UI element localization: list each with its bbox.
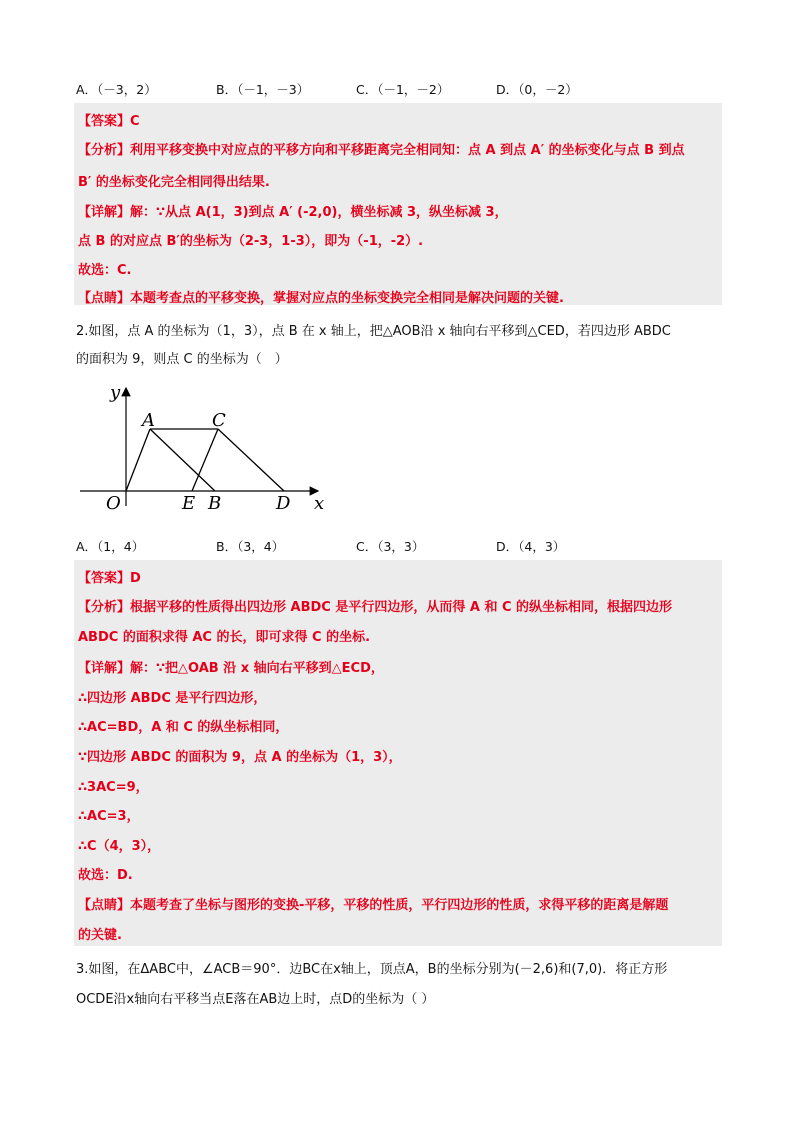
sol2-answer: 【答案】D bbox=[78, 571, 141, 586]
q2-option-d[interactable]: D．（4，3） bbox=[496, 539, 566, 554]
sol1-analysis-line-2: B′ 的坐标变化完全相同得出结果. bbox=[78, 175, 270, 190]
solution-2-box bbox=[74, 560, 722, 946]
sol2-detail-line-2: ∴四边形 ABDC 是平行四边形， bbox=[78, 691, 267, 706]
solution-1-box bbox=[74, 103, 722, 305]
sol2-conclusion: 故选：D. bbox=[78, 868, 133, 883]
sol2-comment-line-2: 的关键. bbox=[78, 928, 122, 943]
q1-option-a[interactable]: A．（－3，2） bbox=[76, 82, 157, 97]
sol1-answer: 【答案】C bbox=[78, 114, 140, 129]
q3-stem-line-2: OCDE沿x轴向右平移当点E落在AB边上时，点D的坐标为（ ） bbox=[76, 992, 435, 1007]
q1-option-d[interactable]: D．（0，－2） bbox=[496, 82, 578, 97]
label-C: C bbox=[212, 410, 226, 431]
label-y: y bbox=[110, 382, 121, 403]
sol2-detail-line-3: ∴AC=BD，A 和 C 的纵坐标相同， bbox=[78, 720, 289, 735]
q2-option-c[interactable]: C．（3，3） bbox=[356, 539, 425, 554]
q2-stem-line-1: 2.如图，点 A 的坐标为（1，3），点 B 在 x 轴上，把△AOB沿 x 轴向右平移到△CED，若四边形 ABDC bbox=[76, 324, 671, 339]
sol2-detail-line-7: ∴C（4，3）， bbox=[78, 839, 161, 854]
label-D: D bbox=[276, 493, 291, 514]
label-O: O bbox=[106, 493, 121, 514]
segment-CD bbox=[218, 429, 284, 491]
sol2-detail-line-6: ∴AC=3， bbox=[78, 809, 140, 824]
q2-option-b[interactable]: B．（3，4） bbox=[216, 539, 285, 554]
sol1-detail-line-1: 【详解】解：∵从点 A(1，3)到点 A′ (-2,0)，横坐标减 3，纵坐标减 3， bbox=[78, 205, 508, 220]
q2-stem-line-2: 的面积为 9，则点 C 的坐标为（ ） bbox=[76, 352, 288, 367]
sol2-detail-line-5: ∴3AC=9， bbox=[78, 780, 149, 795]
q3-stem-line-1: 3.如图，在ΔABC中，∠ACB＝90°．边BC在x轴上，顶点A，B的坐标分别为(－2,6)和(7,0)．将正方形 bbox=[76, 962, 668, 977]
label-E: E bbox=[182, 493, 196, 514]
sol1-detail-line-2: 点 B 的对应点 B′的坐标为（2-3，1-3），即为（-1，-2）. bbox=[78, 234, 424, 249]
q1-option-c[interactable]: C．（－1，－2） bbox=[356, 82, 450, 97]
sol2-detail-line-1: 【详解】解：∵把△OAB 沿 x 轴向右平移到△ECD， bbox=[78, 661, 384, 676]
label-A: A bbox=[142, 410, 155, 431]
sol2-analysis-line-1: 【分析】根据平移的性质得出四边形 ABDC 是平行四边形，从而得 A 和 C 的纵坐标相同，根据四边形 bbox=[78, 600, 673, 615]
sol1-comment: 【点睛】本题考查点的平移变换，掌握对应点的坐标变换完全相同是解决问题的关键. bbox=[78, 291, 564, 306]
q2-option-a[interactable]: A．（1，4） bbox=[76, 539, 145, 554]
sol2-detail-line-4: ∵四边形 ABDC 的面积为 9，点 A 的坐标为（1，3）， bbox=[78, 750, 402, 765]
sol1-analysis-line-1: 【分析】利用平移变换中对应点的平移方向和平移距离完全相同知：点 A 到点 A′ 的坐标变化与点 B 到点 bbox=[78, 143, 685, 158]
sol2-comment-line-1: 【点睛】本题考查了坐标与图形的变换-平移，平移的性质，平行四边形的性质，求得平移的距离是解题 bbox=[78, 898, 669, 913]
segment-OA bbox=[126, 429, 150, 491]
q1-option-b[interactable]: B．（－1，－3） bbox=[216, 82, 310, 97]
sol1-conclusion: 故选：C. bbox=[78, 263, 132, 278]
sol2-analysis-line-2: ABDC 的面积求得 AC 的长，即可求得 C 的坐标. bbox=[78, 630, 371, 645]
q2-figure bbox=[70, 378, 340, 518]
label-B: B bbox=[208, 493, 222, 514]
label-x: x bbox=[314, 493, 325, 514]
